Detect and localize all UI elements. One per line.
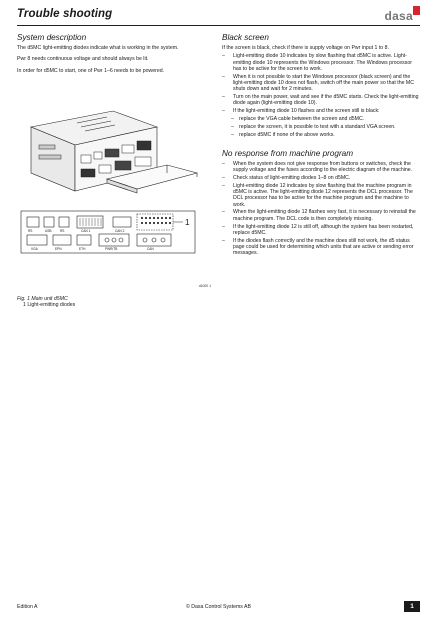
no-response-list bbox=[222, 161, 420, 257]
list-item: – When the system does not give response from buttons or switches, check the supply voltage and the fuses according to the electric diagram of the machine. bbox=[222, 161, 420, 174]
paragraph: Pwr 8 needs continuous voltage and should always be lit. bbox=[17, 56, 149, 63]
logo-text: dasa bbox=[384, 9, 413, 23]
figure-code: d1000 1 bbox=[198, 283, 211, 288]
system-description-heading: System description bbox=[17, 33, 87, 42]
sub-list-item: – replace d5MC if none of the above works. bbox=[222, 132, 420, 138]
connector-label: CAN bbox=[147, 246, 154, 251]
logo-mark-icon bbox=[413, 6, 420, 15]
copyright-text: © Dasa Control Systems AB bbox=[186, 604, 251, 610]
connector-label: RS bbox=[28, 228, 33, 233]
connector-label: RS bbox=[60, 228, 65, 233]
no-response-heading: No response from machine program bbox=[222, 148, 354, 158]
d5mc-illustration bbox=[17, 107, 213, 293]
list-item: – Turn on the main power, wait and see if the d5MC starts. Check the light-emitting diode again (light-emitting diode 10). bbox=[222, 94, 420, 107]
list-item: – When the light-emitting diode 12 flashes very fast, it is necessary to reinstall the machine program. The DCL code is then completely missing. bbox=[222, 209, 420, 222]
page-header bbox=[17, 6, 420, 26]
callout-number: 1 bbox=[185, 217, 190, 227]
left-column bbox=[17, 33, 213, 308]
header-rule bbox=[17, 25, 420, 26]
connector-label: EPN bbox=[55, 246, 62, 251]
connector-label: CAN 2 bbox=[115, 228, 125, 233]
list-item: – When it is not possible to start the Windows processor (black screen) and the light-emitting diode 10 does not flash, switch off the main power so that the MC shuts down and wait for 2 minutes. bbox=[222, 74, 420, 93]
paragraph: The d5MC light-emitting diodes indicate what is working in the system. bbox=[17, 45, 179, 51]
page-footer bbox=[17, 601, 420, 613]
connector-label: CAN 1 bbox=[81, 228, 91, 233]
list-item: – If the light-emitting diode 12 is still off, although the system has been restarted, replace d5MC. bbox=[222, 224, 420, 237]
edition-label: Edition A bbox=[17, 604, 38, 610]
black-screen-intro: If the screen is black, check if there is supply voltage on Pwr input 1 to 8. bbox=[222, 45, 389, 51]
list-item: – Light-emitting diode 12 indicates by slow flashing that the machine program in d5MC is active. The light-emitting diode 12 represents the DCL processor. The DCL processor has to be active for the machine program and the machine to work. bbox=[222, 183, 420, 208]
right-column bbox=[222, 33, 420, 258]
main-unit-figure bbox=[17, 107, 213, 293]
list-item: – Check status of light-emitting diodes 1–8 on d5MC. bbox=[222, 175, 420, 181]
list-item: – If the light-emitting diode 10 flashes and the screen still is black: bbox=[222, 108, 420, 114]
connector-label: USB bbox=[45, 228, 52, 233]
caption-title: Fig. 1 Main unit d5MC bbox=[17, 295, 68, 302]
list-item: – Light-emitting diode 10 indicates by slow flashing that d5MC is active. Light-emitting diode 10 represents the Windows processor. The Windows processor has to be active for the screen to work. bbox=[222, 53, 420, 72]
connector-label: PWR/TB bbox=[105, 246, 118, 251]
black-screen-heading: Black screen bbox=[222, 33, 269, 42]
no-response-section bbox=[222, 149, 420, 257]
sub-list-item: – replace the screen, it is possible to test with a standard VGA screen. bbox=[222, 124, 420, 130]
connector-label: ETH bbox=[79, 246, 86, 251]
sub-list-item: – replace the VGA cable between the screen and d5MC. bbox=[222, 116, 420, 122]
list-item: – If the diodes flash correctly and the machine does still not work, the d5 status page could be used for determining which units that are active or sending error messages. bbox=[222, 238, 420, 257]
page-number: 1 bbox=[404, 601, 420, 612]
connector-label: VGA bbox=[31, 246, 38, 251]
black-screen-list bbox=[222, 53, 420, 138]
figure-caption bbox=[17, 296, 213, 309]
page-title: Trouble shooting bbox=[17, 8, 113, 20]
caption-item: 1 Light-emitting diodes bbox=[23, 302, 76, 309]
paragraph: In order for d5MC to start, one of Pwr 1–6 needs to be powered. bbox=[17, 67, 165, 74]
